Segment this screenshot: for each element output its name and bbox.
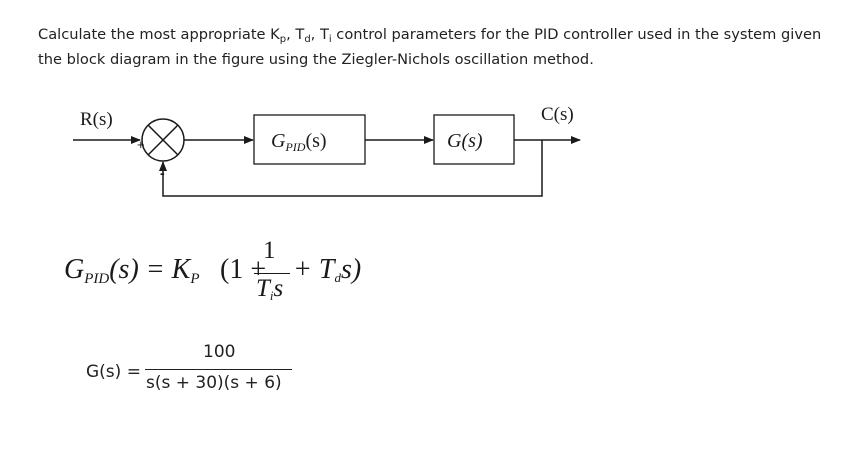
pid-lhs bbox=[64, 254, 200, 288]
question-part3: , T bbox=[310, 26, 329, 43]
plant-block-label: G(s) bbox=[447, 130, 483, 152]
plant-fraction-bar bbox=[145, 369, 292, 370]
pid-plus-t: + T bbox=[293, 254, 335, 285]
question-part1: Calculate the most appropriate K bbox=[38, 26, 280, 43]
plant-denominator: s(s + 30)(s + 6) bbox=[146, 373, 282, 393]
td-subscript: d bbox=[304, 34, 311, 45]
pid-fraction-bar bbox=[254, 273, 290, 274]
output-label: C(s) bbox=[541, 104, 574, 125]
pid-den-main: T bbox=[256, 275, 270, 302]
pid-lhs-arg: (s) = K bbox=[109, 254, 191, 285]
controller-label-main: G bbox=[271, 130, 286, 152]
pid-fraction-numerator: 1 bbox=[263, 237, 276, 264]
controller-label-sub: PID bbox=[285, 140, 306, 154]
controller-label-arg: (s) bbox=[305, 130, 327, 152]
pid-kp-sub: P bbox=[190, 271, 200, 287]
pid-derivative-term bbox=[293, 254, 361, 286]
kp-subscript: p bbox=[279, 34, 287, 45]
plant-lhs: G(s) = bbox=[86, 362, 141, 382]
pid-lhs-sub: PID bbox=[84, 271, 110, 287]
pid-fraction-denominator bbox=[256, 275, 283, 304]
pid-den-sub: i bbox=[269, 288, 274, 303]
pid-td-sub: d bbox=[334, 270, 341, 285]
summing-junction bbox=[142, 119, 184, 161]
plant-numerator: 100 bbox=[203, 342, 236, 362]
question-part2: , T bbox=[286, 26, 305, 43]
pid-open-paren: (1 + bbox=[220, 254, 267, 285]
minus-sign: - bbox=[160, 165, 165, 181]
plus-sign: + bbox=[137, 137, 145, 152]
ti-subscript: i bbox=[328, 34, 332, 45]
question-part4: control parameters for the PID controller used in the system given the block diagram in the figure using the Ziegler-Nichols oscillation method. bbox=[38, 26, 822, 68]
input-label: R(s) bbox=[80, 109, 113, 130]
pid-plus-var: s) bbox=[340, 254, 362, 285]
pid-den-var: s bbox=[273, 275, 284, 302]
pid-lhs-main: G bbox=[64, 254, 85, 285]
